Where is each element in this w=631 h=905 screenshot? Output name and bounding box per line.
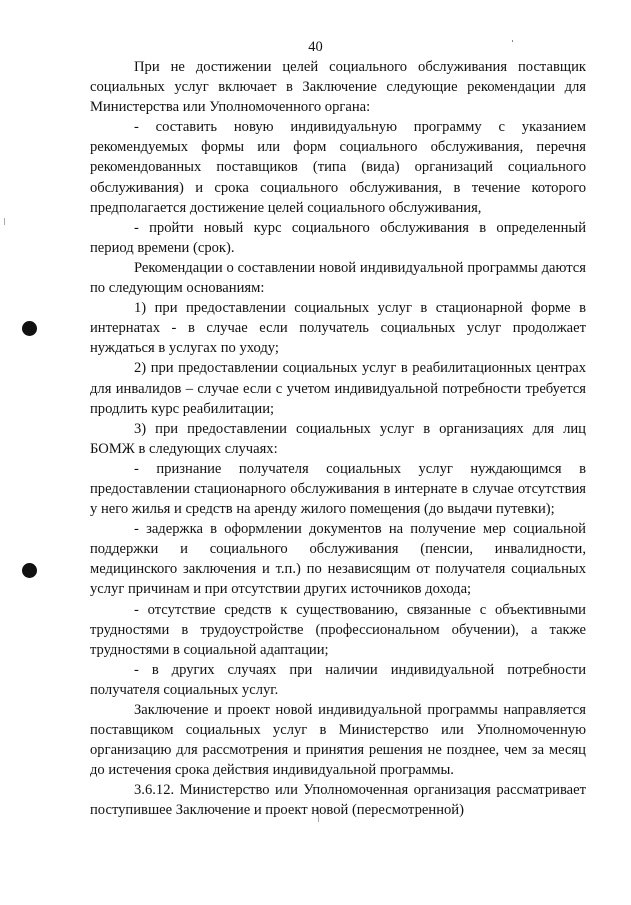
paragraph: 2) при предоставлении социальных услуг в реабилитационных центрах для инвалидов – случае если с учетом индивидуальной потребности требуется продлить курс реабилитации;	[90, 360, 586, 417]
paragraph: - отсутствие средств к существованию, связанные с объективными трудностями в трудоустройстве (профессиональном обучении), а также трудностями в социальной адаптации;	[90, 601, 586, 658]
punch-hole-mark	[22, 321, 37, 336]
paragraph: При не достижении целей социального обслуживания поставщик социальных услуг включает в Заключение следующие рекомендации для Министерства или Уполномоченного органа:	[90, 59, 586, 116]
punch-hole-mark	[22, 563, 37, 578]
page-number: 40	[308, 39, 323, 55]
paragraph: 3.6.12. Министерство или Уполномоченная организация рассматривает поступившее Заключение и проект новой (пересмотренной)	[90, 782, 586, 819]
scan-speck	[4, 218, 5, 225]
paragraph: Рекомендации о составлении новой индивидуальной программы даются по следующим основаниям:	[90, 259, 586, 297]
scan-speck	[512, 40, 513, 42]
paragraph: 3) при предоставлении социальных услуг в организациях для лиц БОМЖ в следующих случаях:	[90, 420, 586, 457]
body-text	[90, 57, 586, 821]
paragraph: - составить новую индивидуальную программу с указанием рекомендуемых формы или форм социального обслуживания, перечня рекомендованных поставщиков (типа (вида) организаций социального обслуживания) и срока социального обслуживания, в течение которого предполагается достижение целей социального обслуживания,	[90, 119, 586, 216]
paragraph: - признание получателя социальных услуг нуждающимся в предоставлении стационарного обслуживания в интернате в случае отсутствия у него жилья и средств на аренду жилого помещения (до выдачи путевки);	[90, 460, 586, 518]
paragraph: - в других случаях при наличии индивидуальной потребности получателя социальных услуг.	[90, 661, 586, 698]
paragraph: - задержка в оформлении документов на получение мер социальной поддержки и социального обслуживания (пенсии, инвалидности, медицинского заключения и т.п.) по независящим от получателя социальных услуг причинам и при отсутствии других источников дохода;	[90, 521, 586, 598]
paragraph: 1) при предоставлении социальных услуг в стационарной форме в интернатах - в случае если получатель социальных услуг продолжает нуждаться в услугах по уходу;	[90, 300, 586, 357]
paragraph: - пройти новый курс социального обслуживания в определенный период времени (срок).	[90, 219, 586, 256]
paragraph: Заключение и проект новой индивидуальной программы направляется поставщиком социальных услуг в Министерство или Уполномоченную организацию для рассмотрения и принятия решения не позднее, чем за месяц до истечения срока действия индивидуальной программы.	[90, 702, 586, 779]
